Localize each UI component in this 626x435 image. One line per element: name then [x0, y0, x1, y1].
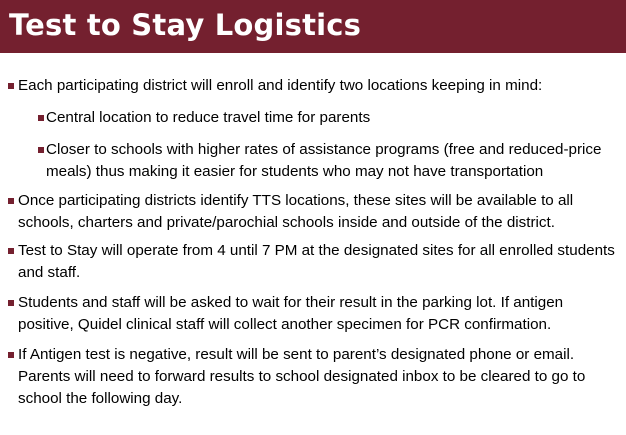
slide-title: Test to Stay Logistics — [9, 8, 362, 42]
bullet-text: Students and staff will be asked to wait for their result in the parking lot. If antigen positive, Quidel clinical staff will collect another specimen for PCR confirmation. — [18, 294, 564, 333]
square-bullet-icon — [8, 300, 14, 306]
sub-bullet-closer-to-schools — [38, 139, 618, 183]
square-bullet-icon — [8, 248, 14, 254]
square-bullet-icon — [8, 198, 14, 204]
bullet-tts-locations — [8, 190, 618, 234]
square-bullet-icon — [38, 115, 44, 121]
bullet-wait-for-result — [8, 292, 618, 336]
sub-bullet-central-location — [38, 107, 613, 129]
square-bullet-icon — [38, 147, 44, 153]
title-bar — [0, 0, 626, 53]
bullet-text: Test to Stay will operate from 4 until 7 PM at the designated sites for all enrolled students and staff. — [18, 242, 615, 281]
square-bullet-icon — [8, 83, 14, 89]
bullet-text: Each participating district will enroll and identify two locations keeping in mind: — [18, 77, 543, 94]
sub-bullet-text: Central location to reduce travel time for parents — [46, 109, 371, 126]
square-bullet-icon — [8, 352, 14, 358]
bullet-text: Once participating districts identify TTS locations, these sites will be available to all schools, charters and private/parochial schools inside and outside of the district. — [18, 192, 574, 231]
bullet-enroll — [8, 75, 613, 97]
bullet-text: If Antigen test is negative, result will be sent to parent’s designated phone or email. Parents will need to forward results to school designated inbox to be cleared to go to school the following day. — [18, 346, 586, 407]
sub-bullet-text: Closer to schools with higher rates of assistance programs (free and reduced-price meals) thus making it easier for students who may not have transportation — [46, 141, 602, 180]
bullet-negative-result — [8, 344, 620, 410]
bullet-hours — [8, 240, 618, 284]
